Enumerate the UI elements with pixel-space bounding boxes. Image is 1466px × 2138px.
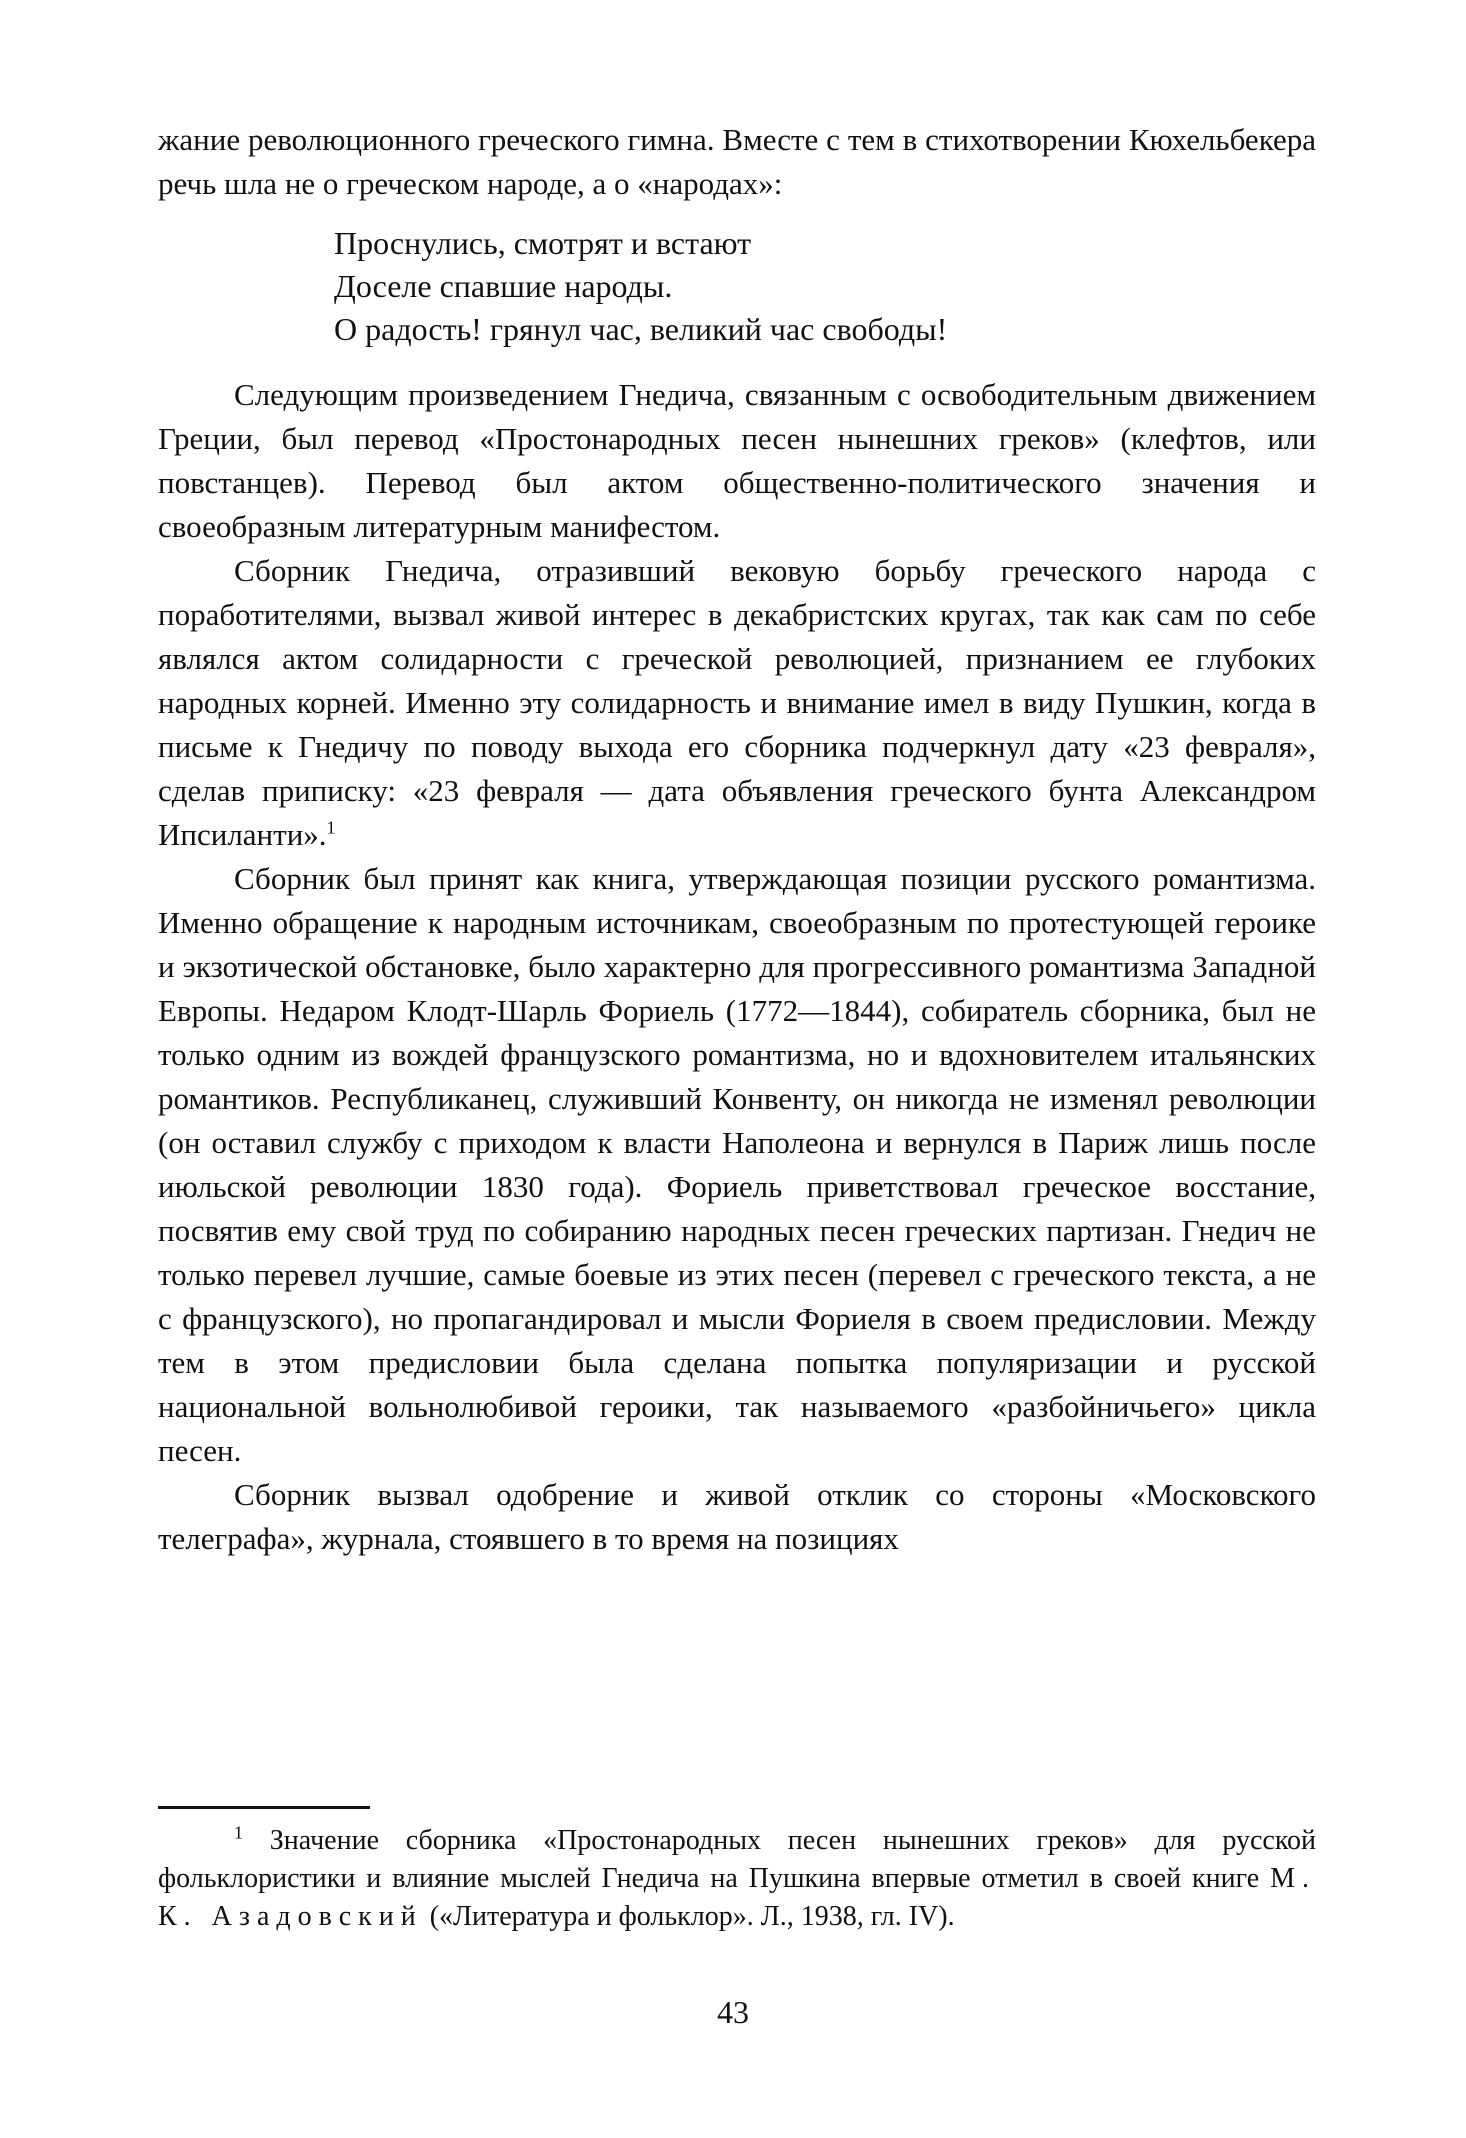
paragraph-5: Сборник вызвал одобрение и живой отклик со стороны «Московского телеграфа», журнала, стоявшего в то время на позициях <box>158 1477 1316 1556</box>
footnote-reference[interactable]: 1 <box>326 817 336 838</box>
verse-line-2: Доселе спавшие народы. <box>334 268 673 304</box>
paragraph-2: Следующим произведением Гнедича, связанным с освободительным движением Греции, был перевод «Простонародных песен нынешних греков» (клефтов, или повстанцев). Перевод был актом общественно-политического значения и своеобразным литературным манифестом. <box>158 377 1316 544</box>
footnote-divider <box>158 1806 370 1809</box>
verse-quote <box>334 222 1316 351</box>
footnote-text: Значение сборника «Простонародных песен нынешних греков» для русской фольклористики и влияние мыслей Гнедича на Пушкина впервые отметил в своей книге <box>158 1825 1316 1894</box>
footnote-source: («Литература и фольклор». Л., 1938, гл. IV). <box>429 1901 955 1932</box>
paragraph-3 <box>158 549 1316 857</box>
verse-line-3: О радость! грянул час, великий час свободы! <box>334 311 948 347</box>
paragraph-4: Сборник был принят как книга, утверждающая позиции русского романтизма. Именно обращение к народным источникам, своеобразным по протестующей героике и экзотической обстановке, было характерно для прогрессивного романтизма Западной Европы. Недаром Клодт-Шарль Фориель (1772—1844), собиратель сборника, был не только одним из вождей французского романтизма, но и вдохновителем итальянских романтиков. Республиканец, служивший Конвенту, он никогда не изменял революции (он оставил службу с приходом к власти Наполеона и вернулся в Париж лишь после июльской революции 1830 года). Фориель приветствовал греческое восстание, посвятив ему свой труд по собиранию народных песен греческих партизан. Гнедич не только перевел лучшие, самые боевые из этих песен (перевел с греческого текста, а не с французского), но пропагандировал и мысли Фориеля в своем предисловии. Между тем в этом предисловии была сделана попытка популяризации и русской национальной вольнолюбивой героики, так называемого «разбойничьего» цикла песен. <box>158 861 1316 1468</box>
footnote-mark: 1 <box>234 1822 243 1843</box>
page-number: 43 <box>717 1994 749 2030</box>
paragraph-1: жание революционного греческого гимна. Вместе с тем в стихотворении Кюхельбекера речь шла не о греческом народе, а о «народах»: <box>158 122 1316 201</box>
footnote-author: М. К. Азадовский <box>158 1863 1316 1932</box>
verse-line-1: Проснулись, смотрят и встают <box>334 225 752 261</box>
main-text <box>158 118 1316 1561</box>
footnote <box>158 1822 1316 1936</box>
paragraph-3-text: Сборник Гнедича, отразивший вековую борьбу греческого народа с поработителями, вызвал живой интерес в декабристских кругах, так как сам по себе являлся актом солидарности с греческой революцией, признанием ее глубоких народных корней. Именно эту солидарность и внимание имел в виду Пушкин, когда в письме к Гнедичу по поводу выхода его сборника подчеркнул дату «23 февраля», сделав приписку: «23 февраля — дата объявления греческого бунта Александром Ипсиланти». <box>158 553 1316 852</box>
